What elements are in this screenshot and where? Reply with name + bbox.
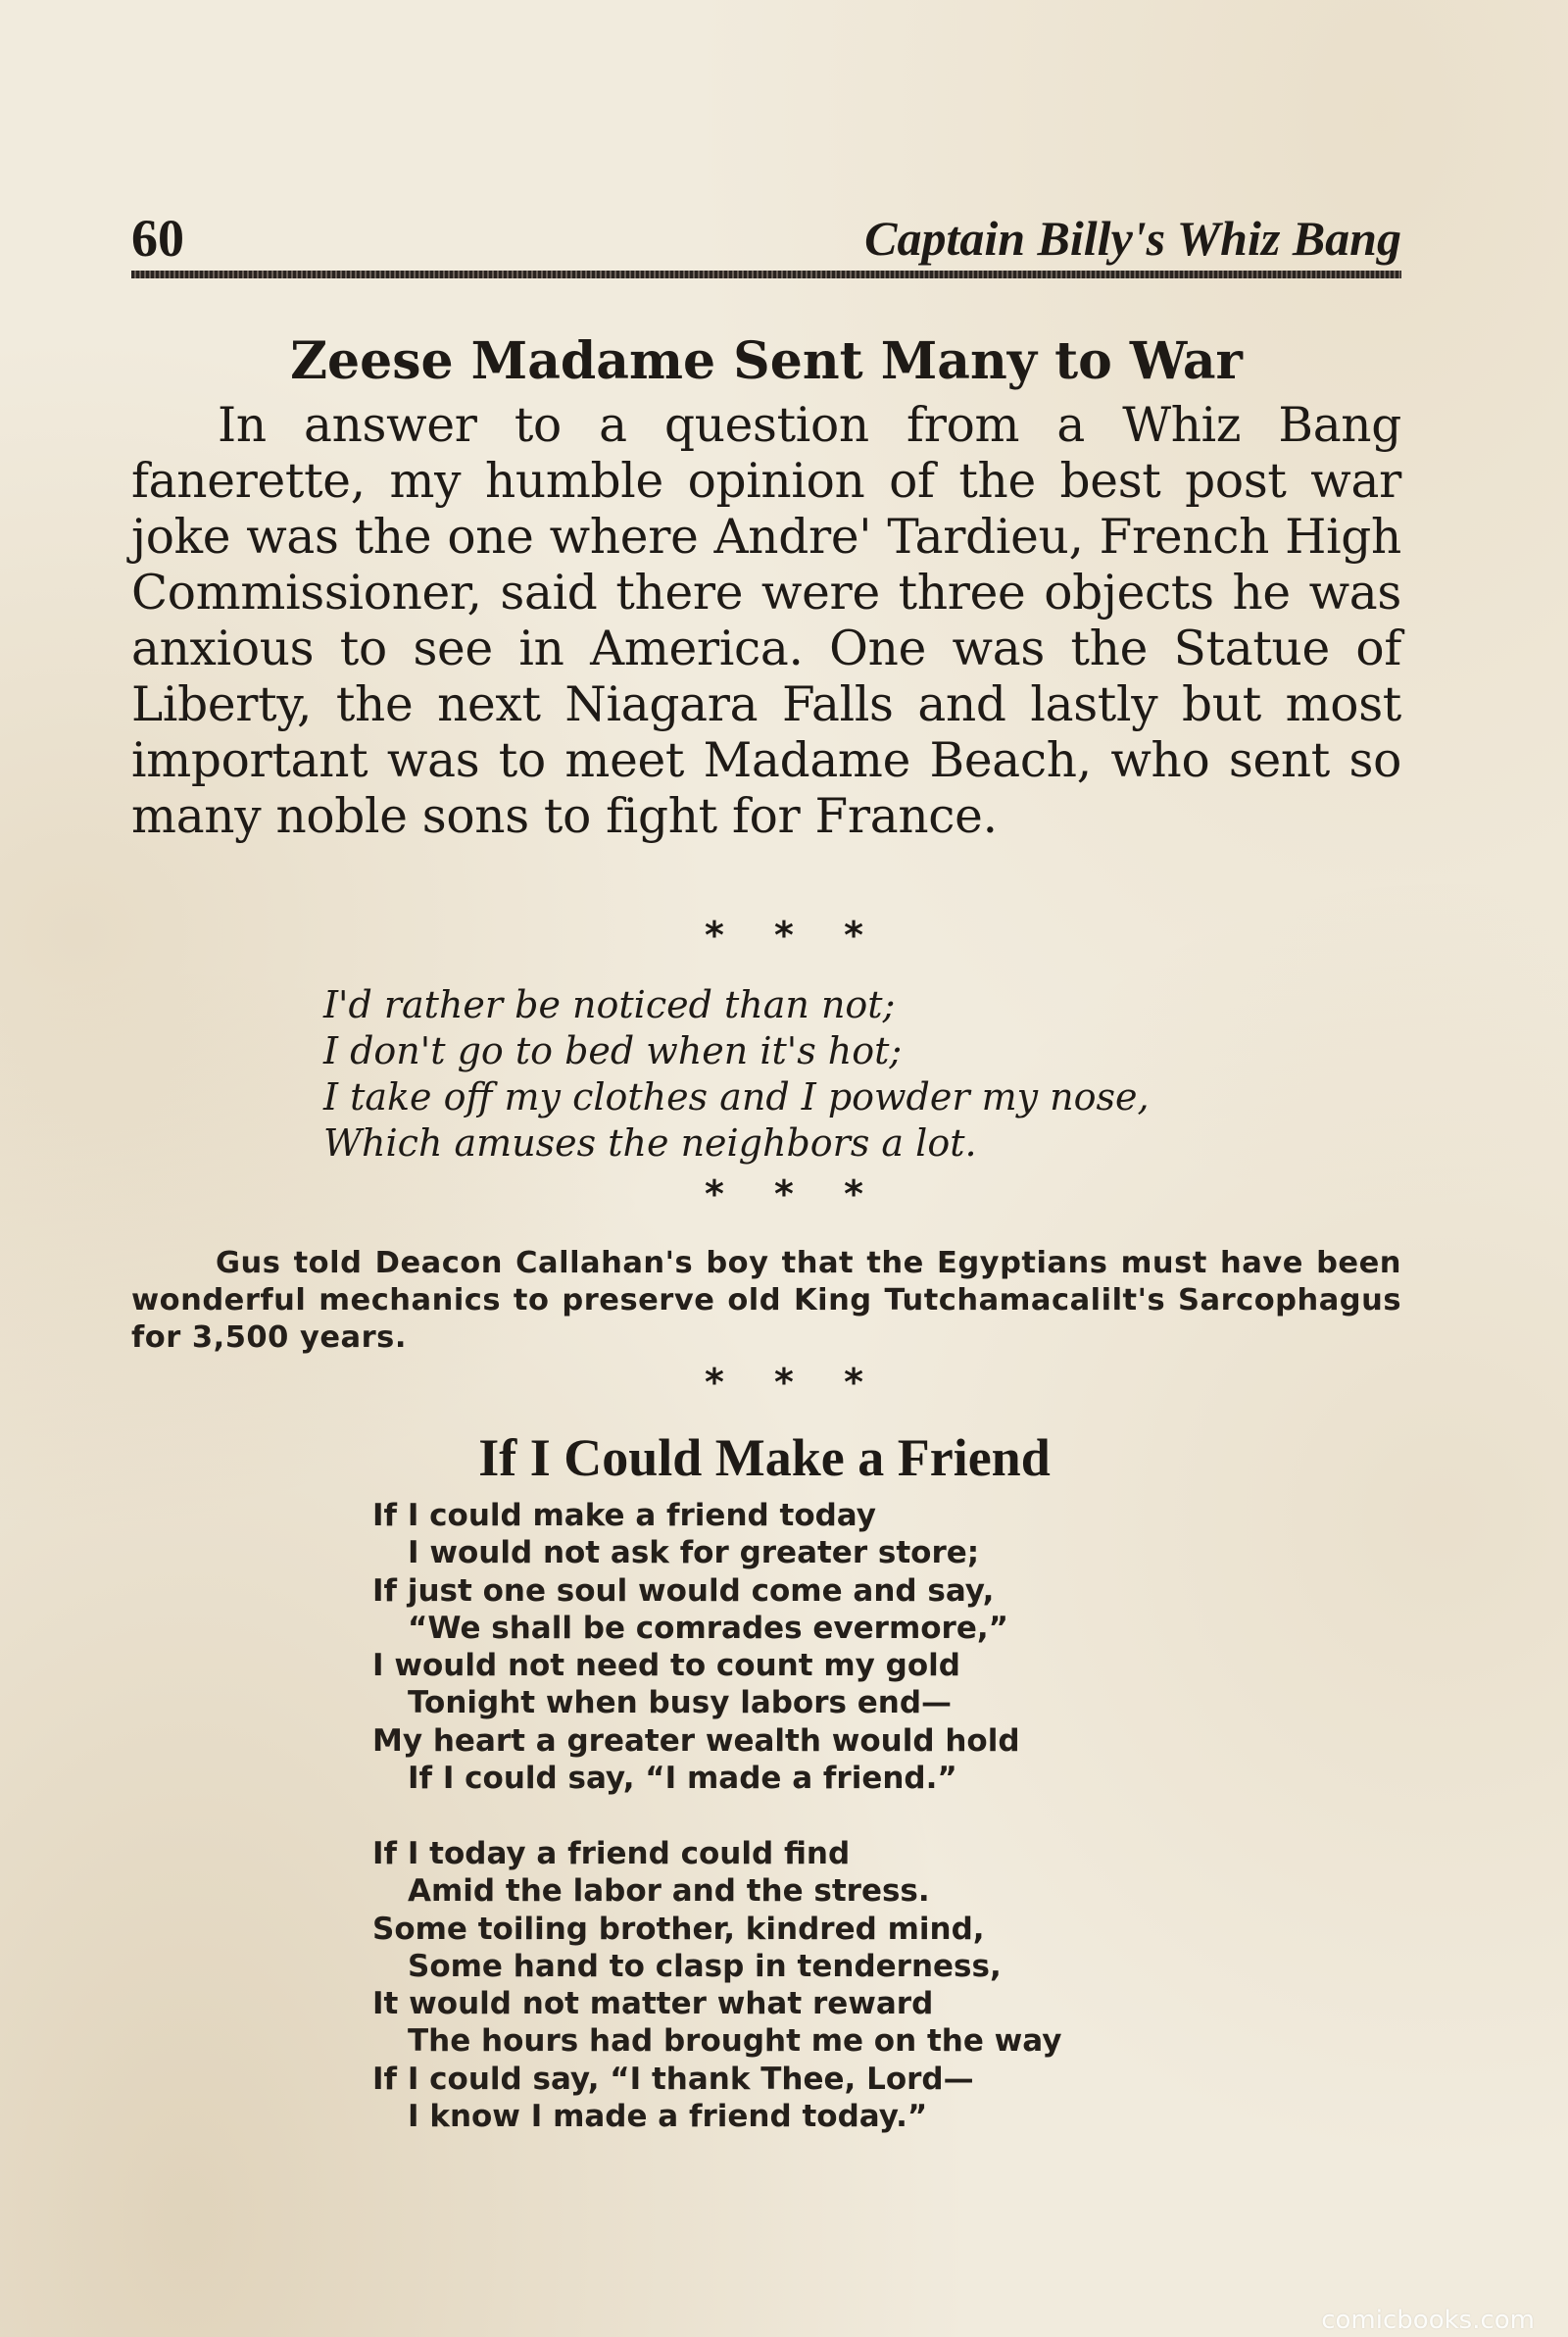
- verse-line: Which amuses the neighbors a lot.: [323, 1121, 977, 1165]
- poem-line: I would not ask for greater store;: [408, 1535, 980, 1571]
- poem-line: My heart a greater wealth would hold: [372, 1722, 1020, 1759]
- asterisk-divider: * * *: [704, 1172, 864, 1216]
- asterisk-divider: * * *: [704, 1361, 864, 1404]
- poem-line: If I could make a friend today: [372, 1498, 876, 1533]
- poem-line: If I could say, “I made a friend.”: [408, 1761, 957, 1797]
- article-title: Zeese Madame Sent Many to War: [290, 331, 1243, 391]
- poem-line: Amid the labor and the stress.: [408, 1873, 930, 1910]
- poem-line: Tonight when busy labors end—: [408, 1685, 953, 1721]
- poem-line: I know I made a friend today.”: [408, 2099, 928, 2135]
- asterisk-divider: * * *: [704, 914, 864, 957]
- anecdote-paragraph: Gus told Deacon Callahan's boy that the Egyptians must have been wonderful mechanics to preserve old King Tutchamacalilt's Sarcophagus for 3,500 years.: [131, 1246, 1401, 1355]
- verse-line: I'd rather be noticed than not;: [323, 983, 896, 1026]
- poem-line: If I today a friend could find: [372, 1836, 851, 1871]
- page-header: [131, 208, 1401, 276]
- page-number: 60: [131, 209, 184, 268]
- poem-line: Some hand to clasp in tenderness,: [408, 1948, 1002, 1984]
- poem-line: The hours had brought me on the way: [408, 2023, 1062, 2060]
- poem-line: If just one soul would come and say,: [372, 1572, 995, 1609]
- verse-line: I take off my clothes and I powder my nose,: [323, 1075, 1150, 1119]
- poem-stanza-1: [372, 1497, 1254, 1797]
- header-rule: [131, 271, 1401, 278]
- running-title: Captain Billy's Whiz Bang: [864, 211, 1401, 266]
- poem-line: “We shall be comrades evermore,”: [408, 1610, 1009, 1646]
- poem-title: If I Could Make a Friend: [478, 1428, 1051, 1487]
- verse: [323, 982, 1205, 1167]
- poem-line: If I could say, “I thank Thee, Lord—: [372, 2061, 974, 2097]
- article-body: In answer to a question from a Whiz Bang fanerette, my humble opinion of the best post war joke was the one where Andre' Tardieu, French High Commissioner, said there were three objects he was anxious to see in America. One was the Statue of Liberty, the next Niagara Falls and lastly but most important was to meet Madame Beach, who sent so many noble sons to fight for France.: [131, 398, 1401, 844]
- poem-line: I would not need to count my gold: [372, 1648, 960, 1684]
- verse-line: I don't go to bed when it's hot;: [323, 1029, 903, 1072]
- poem-stanza-2: [372, 1835, 1254, 2135]
- poem-line: Some toiling brother, kindred mind,: [372, 1911, 985, 1947]
- poem-line: It would not matter what reward: [372, 1986, 934, 2022]
- source-watermark: comicbooks.com: [1321, 2306, 1535, 2335]
